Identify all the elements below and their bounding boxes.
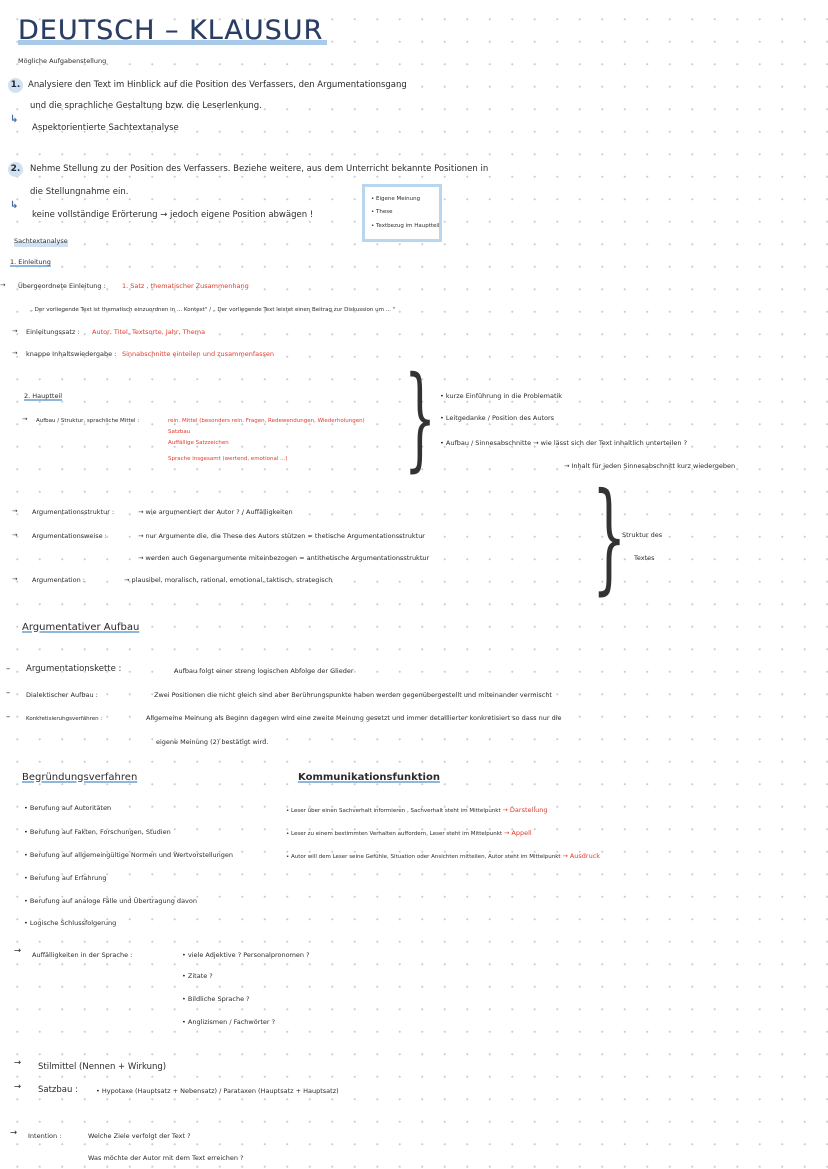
brace: }	[404, 353, 437, 483]
begruendung-item: • Logische Schlussfolgerung	[24, 919, 117, 927]
satzbau-label: Satzbau :	[38, 1085, 78, 1095]
aufbau-text: Allgemeine Meinung als Beginn dagegen wird eine zweite Meinung gesetzt und immer detaillierter konkretisiert so dass nur die	[146, 714, 562, 722]
argument-text: → wie argumentiert der Autor ? / Auffälligkeiten	[138, 508, 293, 516]
brace-label: Struktur des	[622, 531, 663, 539]
einleitung-red: 1. Satz , thematischer Zusammenhang	[122, 282, 249, 290]
sachtext-heading: Sachtextanalyse	[14, 237, 68, 245]
kommunikation-item: • Leser über einen Sachverhalt informieren , Sachverhalt steht im Mittelpunkt → Darstellung	[286, 806, 548, 814]
aufbau-text: Zwei Positionen die nicht gleich sind aber Berührungspunkte haben werden gegenübergestellt und miteinander vermischt	[154, 691, 552, 699]
task2-number: 2.	[8, 162, 23, 177]
hook-arrow-icon: ↳	[10, 114, 19, 125]
task2-line1: Nehme Stellung zu der Position des Verfassers. Beziehe weitere, aus dem Unterricht bekannte Positionen in	[30, 164, 489, 174]
hauptteil-red: Satzbau	[168, 429, 191, 435]
argument-text: → nur Argumente die, die These des Autors stützen = thetische Argumentationsstruktur	[138, 532, 425, 540]
arrow-icon: →	[22, 415, 28, 423]
arrow-icon: →	[12, 575, 18, 583]
kommunikation-heading: Kommunikationsfunktion	[298, 772, 440, 783]
begruendung-item: • Berufung auf Autoritäten	[24, 804, 112, 812]
einleitung-red: Sinnabschnitte einteilen und zusammenfassen	[122, 350, 274, 358]
aufbau-label: Konkretisierungsverfahren :	[26, 716, 103, 722]
hauptteil-red: rein. Mittel (besonders rein. Fragen, Redewendungen, Wiederholungen)	[168, 418, 365, 424]
arrow-icon: →	[12, 531, 18, 539]
dash: –	[6, 664, 11, 674]
dash: –	[6, 712, 11, 722]
task2-line2: die Stellungnahme ein.	[30, 187, 129, 197]
hook-arrow-icon: ↳	[10, 200, 19, 211]
task1-arrow-text: Aspektorientierte Sachtextanalyse	[32, 123, 179, 133]
brace: }	[592, 468, 627, 607]
begruendung-item: • Berufung auf Erfahrung	[24, 874, 107, 882]
arrow-icon: →	[10, 1128, 18, 1138]
argument-text: → plausibel, moralisch, rational, emotional, taktisch, strategisch	[124, 576, 333, 584]
intention-text: Welche Ziele verfolgt der Text ?	[88, 1132, 191, 1140]
hauptteil-right: • Leitgedanke / Position des Autors	[440, 414, 555, 422]
box-item: • Textbezug im Hauptteil	[371, 223, 440, 229]
kommunikation-item: • Leser zu einem bestimmten Verhalten auffordern, Leser steht im Mittelpunkt → Appell	[286, 829, 532, 837]
intention-label: Intention :	[28, 1132, 62, 1140]
aufbau-text: eigene Meinung (2) bestätigt wird.	[156, 738, 269, 746]
sprache-item: • Zitate ?	[182, 972, 213, 980]
page-title: DEUTSCH – KLAUSUR	[18, 14, 323, 48]
info-box	[362, 184, 442, 242]
box-item: • These	[371, 209, 393, 215]
arrow-icon: →	[0, 281, 6, 289]
begruendung-item: • Berufung auf Fakten, Forschungen, Studien	[24, 828, 171, 836]
hauptteil-right: • Aufbau / Sinnesabschnitte → wie lässt sich der Text inhaltlich unterteilen ?	[440, 439, 688, 447]
argument-label: Argumentationsweise :	[32, 532, 107, 540]
hauptteil-red: Sprache insgesamt (wertend, emotional ...)	[168, 456, 288, 462]
arrow-icon: →	[12, 327, 18, 335]
subtitle: Mögliche Aufgabenstellung	[18, 57, 107, 65]
aufbau-label: Argumentationskette :	[26, 664, 122, 674]
einleitung-label: Einleitungssatz :	[26, 328, 80, 336]
task1-line2: und die sprachliche Gestaltung bzw. die Leserlenkung.	[30, 101, 262, 111]
arrow-icon: →	[14, 946, 22, 956]
begruendung-heading: Begründungsverfahren	[22, 772, 138, 783]
einleitung-quote: „ Der vorliegende Text ist thematisch einzuordnen in ... Kontext" / „ Der vorliegende Text leistet einen Beitrag zur Diskussion um ... "	[30, 307, 396, 313]
sprache-item: • viele Adjektive ? Personalpronomen ?	[182, 951, 310, 959]
box-item: • Eigene Meinung	[371, 196, 421, 202]
dash: –	[6, 688, 11, 698]
einleitung-heading: 1. Einleitung	[10, 258, 51, 266]
task1-number: 1.	[8, 78, 23, 93]
hauptteil-right: • kurze Einführung in die Problematik	[440, 392, 563, 400]
einleitung-red: Autor, Titel, Textsorte, Jahr, Thema	[92, 328, 206, 336]
sprache-label: Auffälligkeiten in der Sprache :	[32, 951, 133, 959]
kommunikation-item: • Autor will dem Leser seine Gefühle, Situation oder Ansichten mitteilen, Autor steht im Mittelpunkt → Ausdruck	[286, 852, 601, 860]
arrow-icon: →	[12, 507, 18, 515]
arrow-icon: →	[14, 1058, 22, 1068]
task1-line1: Analysiere den Text im Hinblick auf die Position des Verfassers, den Argumentationsgang	[28, 80, 407, 90]
hauptteil-label: Aufbau / Struktur, sprachliche Mittel :	[36, 418, 140, 424]
satzbau-text: • Hypotaxe (Hauptsatz + Nebensatz) / Parataxen (Hauptsatz + Hauptsatz)	[96, 1087, 339, 1095]
begruendung-item: • Berufung auf allgemeingültige Normen und Wertvorstellungen	[24, 851, 234, 859]
hauptteil-red: Auffällige Satzzeichen	[168, 440, 229, 446]
hauptteil-right: → Inhalt für jeden Sinnesabschnitt kurz wiedergeben	[564, 462, 736, 470]
hauptteil-heading: 2. Hauptteil	[24, 392, 63, 400]
intention-text: Was möchte der Autor mit dem Text erreichen ?	[88, 1154, 244, 1162]
sprache-item: • Anglizismen / Fachwörter ?	[182, 1018, 276, 1026]
argument-text: → werden auch Gegenargumente miteinbezogen = antithetische Argumentationsstruktur	[138, 554, 430, 562]
argument-label: Argumentation :	[32, 576, 85, 584]
task2-arrow-text: keine vollständige Erörterung → jedoch eigene Position abwägen !	[32, 210, 314, 220]
aufbau-label: Dialektischer Aufbau :	[26, 691, 98, 699]
brace-label: Textes	[634, 554, 655, 562]
aufbau-heading: Argumentativer Aufbau	[22, 622, 140, 633]
aufbau-text: Aufbau folgt einer streng logischen Abfolge der Glieder	[174, 667, 354, 675]
argument-label: Argumentationsstruktur :	[32, 508, 115, 516]
einleitung-label: Übergeordnete Einleitung :	[18, 282, 106, 290]
arrow-icon: →	[12, 349, 18, 357]
arrow-icon: →	[14, 1082, 22, 1092]
sprache-item: • Bildliche Sprache ?	[182, 995, 250, 1003]
begruendung-item: • Berufung auf analoge Fälle und Übertragung davon	[24, 897, 197, 905]
einleitung-label: knappe Inhaltswiedergabe :	[26, 350, 117, 358]
stilmittel: Stilmittel (Nennen + Wirkung)	[38, 1062, 167, 1072]
